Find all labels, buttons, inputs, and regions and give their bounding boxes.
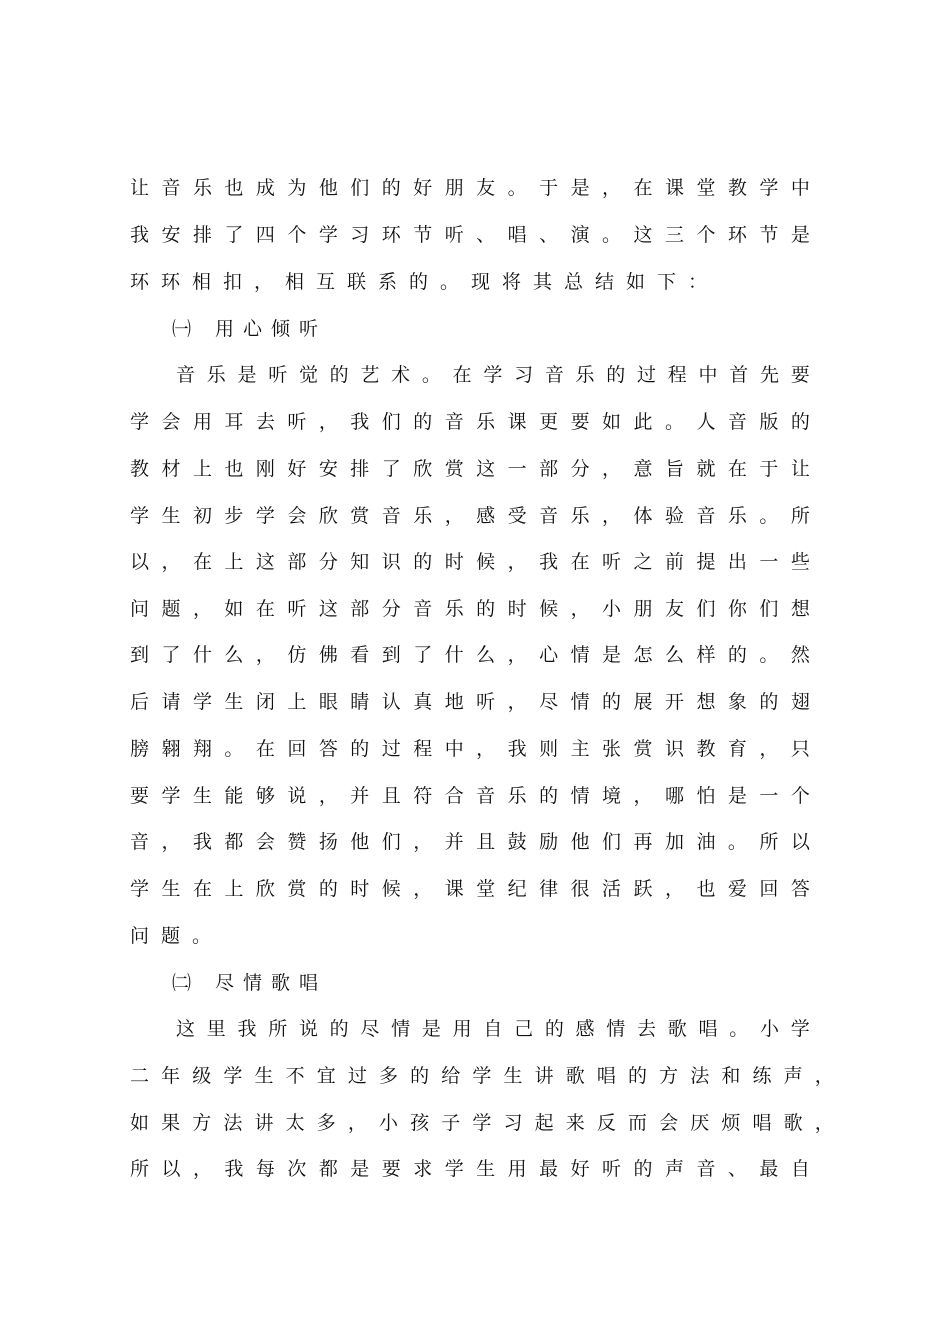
text-line: 问题。 [130, 925, 224, 947]
text-line: 学 生 在 上 欣 赏 的 时 候 ， 课 堂 纪 律 很 活 跃 ， 也 爱 回 答 [130, 878, 810, 900]
text-line: 问 题 ， 如 在 听 这 部 分 音 乐 的 时 候 ， 小 朋 友 们 你 们 想 [130, 598, 810, 620]
text-line: 到 了 什 么 ， 仿 佛 看 到 了 什 么 ， 心 情 是 怎 么 样 的 。 然 [130, 644, 810, 666]
text-line: 学 会 用 耳 去 听 ， 我 们 的 音 乐 课 更 要 如 此 。 人 音 版 的 [130, 411, 810, 433]
text-line: 这 里 我 所 说 的 尽 情 是 用 自 己 的 感 情 去 歌 唱 。 小 学 [176, 1018, 810, 1040]
text-line: 要 学 生 能 够 说 ， 并 且 符 合 音 乐 的 情 境 ， 哪 怕 是 一 个 [130, 785, 810, 807]
text-line: 让 音 乐 也 成 为 他 们 的 好 朋 友 。 于 是 ， 在 课 堂 教 学 中 [130, 177, 810, 199]
text-line: 所 以 ， 我 每 次 都 是 要 求 学 生 用 最 好 听 的 声 音 、 最 自 [130, 1158, 810, 1180]
text-line: 音 乐 是 听 觉 的 艺 术 。 在 学 习 音 乐 的 过 程 中 首 先 要 [176, 364, 810, 386]
text-line: 以 ， 在 上 这 部 分 知 识 的 时 候 ， 我 在 听 之 前 提 出 一 些 [130, 551, 810, 573]
text-line: 我 安 排 了 四 个 学 习 环 节 听 、 唱 、 演 。 这 三 个 环 节 是 [130, 224, 810, 246]
text-line: 学 生 初 步 学 会 欣 赏 音 乐 ， 感 受 音 乐 ， 体 验 音 乐 。 所 [130, 505, 810, 527]
text-line: 音 ， 我 都 会 赞 扬 他 们 ， 并 且 鼓 励 他 们 再 加 油 。 所 以 [130, 831, 810, 853]
text-line: 如 果 方 法 讲 太 多 ， 小 孩 子 学 习 起 来 反 而 会 厌 烦 唱 歌 ， [130, 1112, 834, 1134]
text-line: 后 请 学 生 闭 上 眼 睛 认 真 地 听 ， 尽 情 的 展 开 想 象 的 翅 [130, 691, 810, 713]
text-line: 教 材 上 也 刚 好 安 排 了 欣 赏 这 一 部 分 ， 意 旨 就 在 于 让 [130, 458, 810, 480]
section-heading: ㈡ 尽情歌唱 [172, 972, 328, 994]
text-line: 膀 翱 翔 。 在 回 答 的 过 程 中 ， 我 则 主 张 赏 识 教 育 ， 只 [130, 738, 810, 760]
text-line: 二 年 级 学 生 不 宜 过 多 的 给 学 生 讲 歌 唱 的 方 法 和 练 声 ， [130, 1065, 834, 1087]
text-line: 环环相扣，相互联系的。现将其总结如下： [130, 271, 720, 293]
section-heading: ㈠ 用心倾听 [172, 318, 328, 340]
